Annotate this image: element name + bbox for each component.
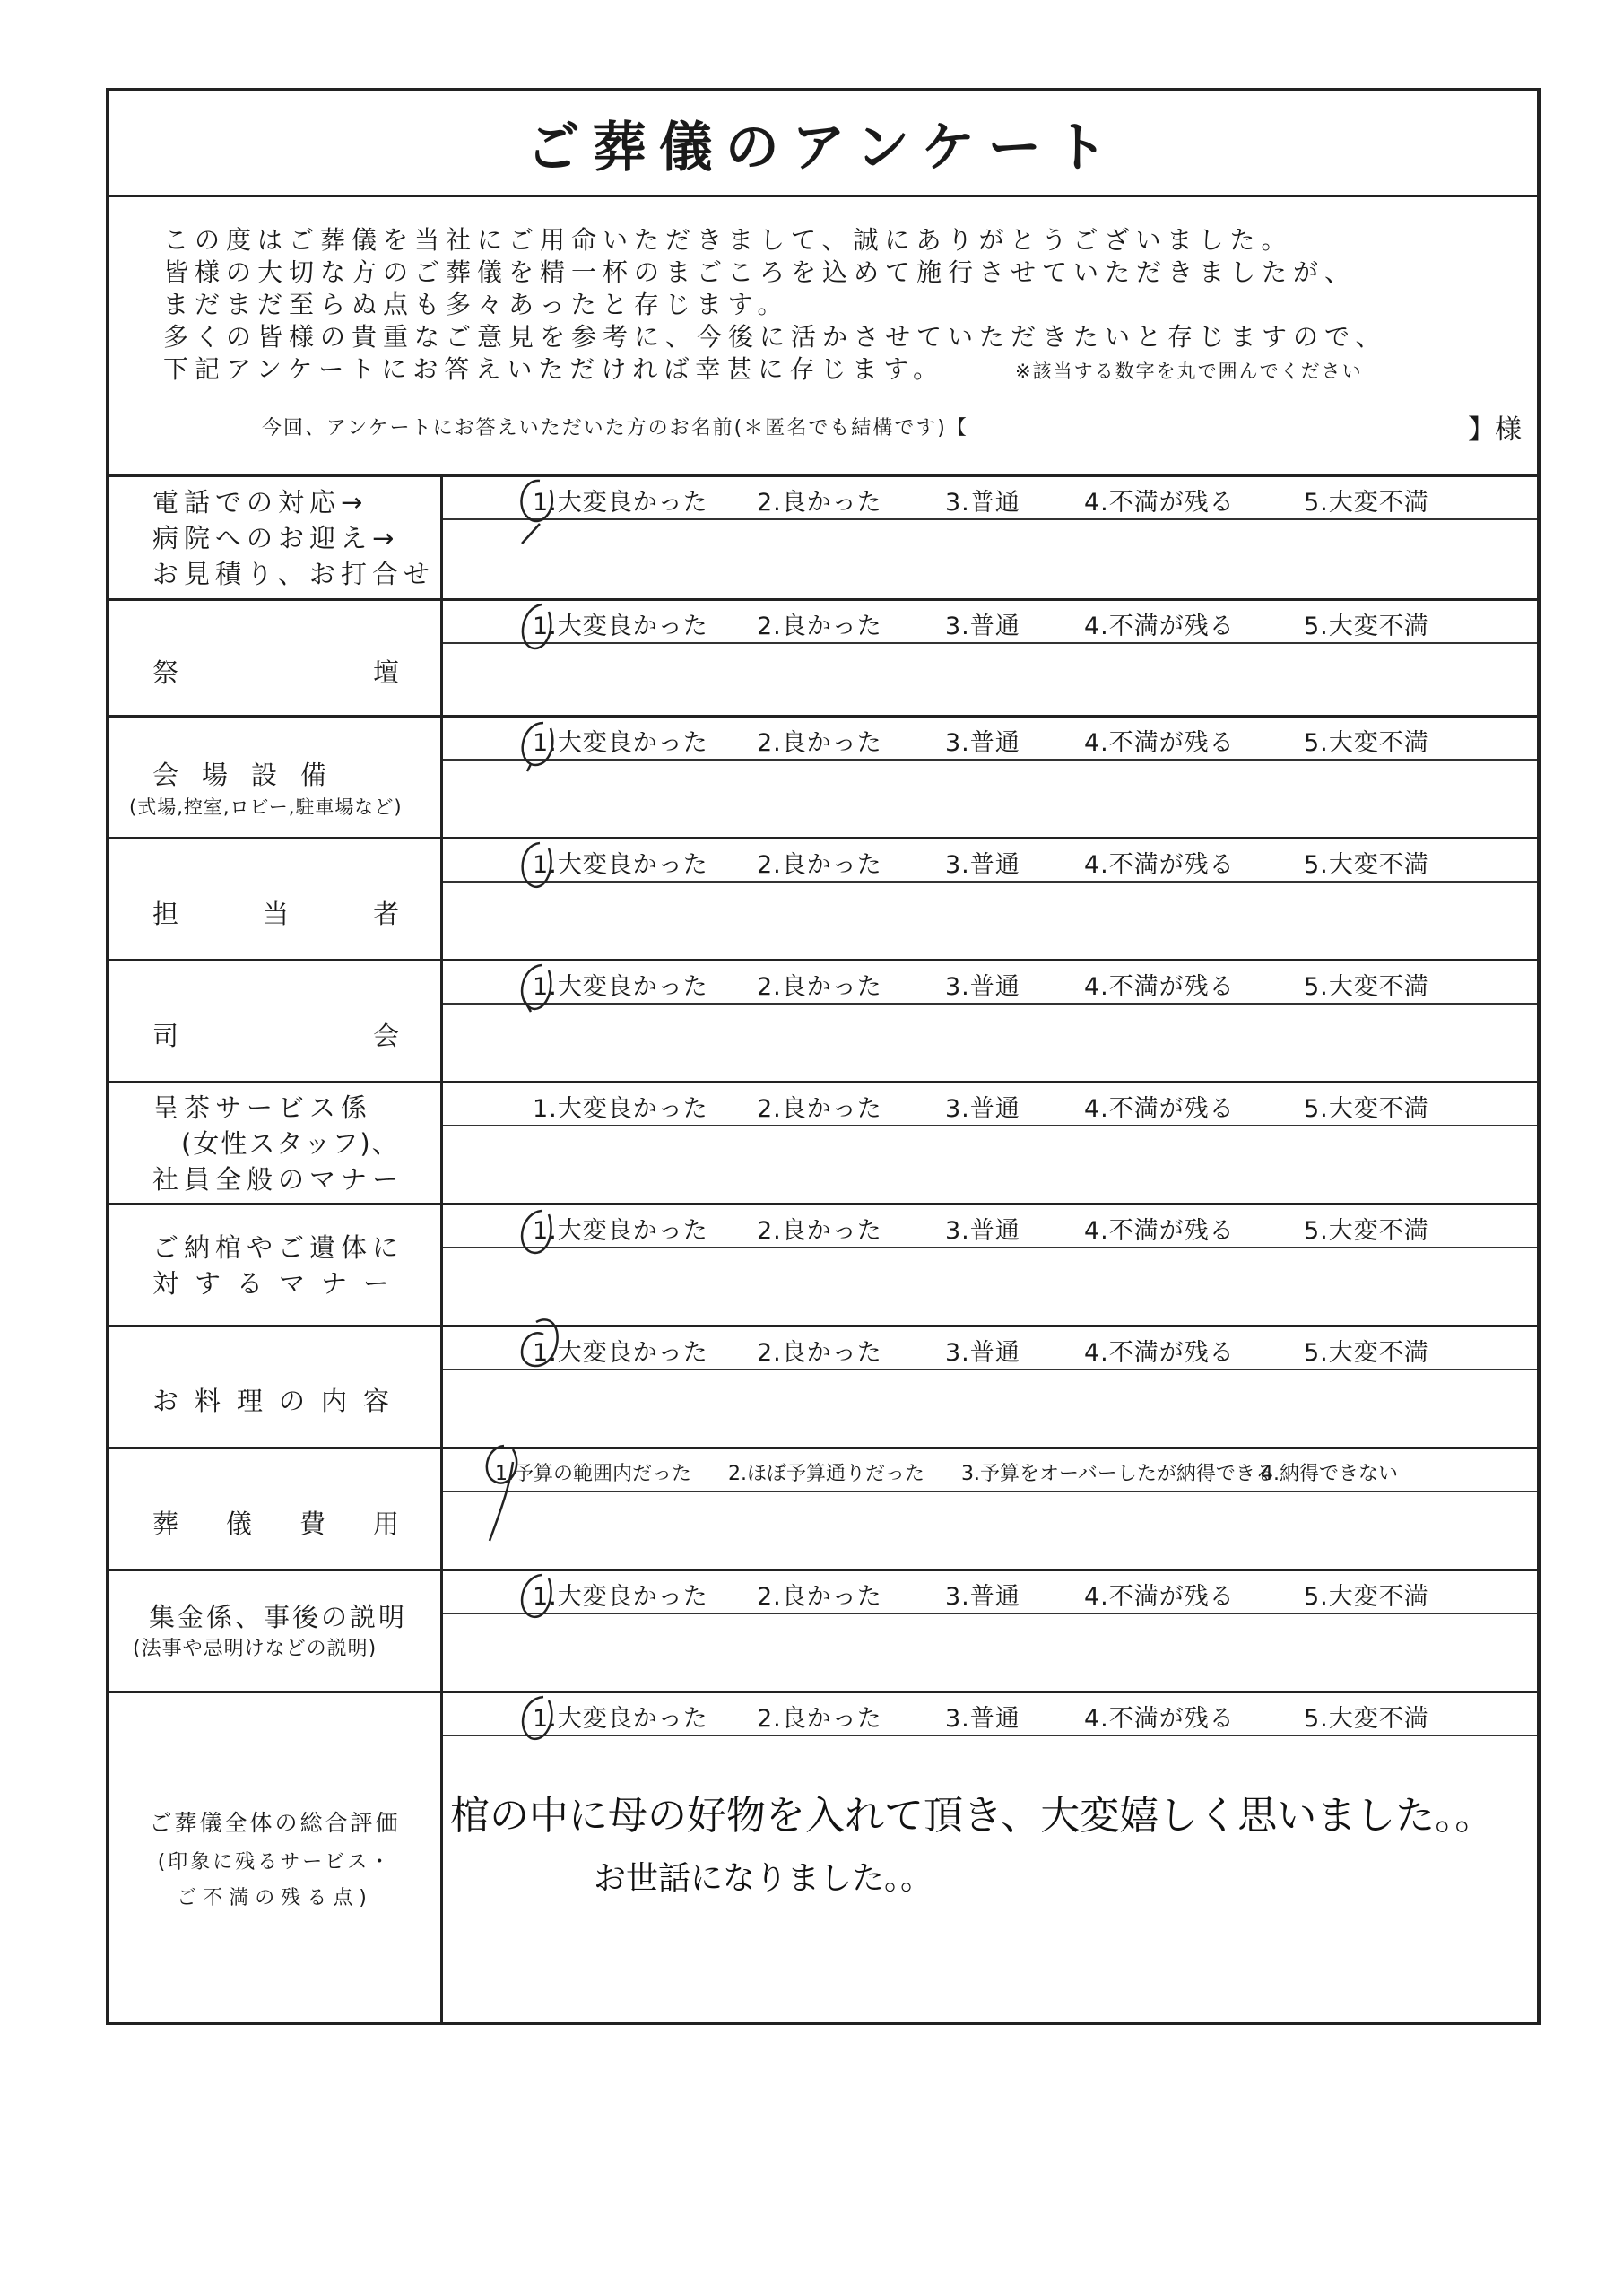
name-field-label: 今回、アンケートにお答えいただいた方のお名前(＊匿名でも結構です)【 [262,417,968,439]
rating-options [443,1693,1537,1736]
rating-option-3[interactable]: 3.普通 [945,973,1020,1001]
label-line: 呈茶サービス係 [152,1091,373,1123]
rating-option-2[interactable]: 2.良かった [757,729,882,757]
rating-option-4[interactable]: 4.不満が残る [1084,1217,1235,1245]
question-row-overall [109,1693,1537,2025]
name-field-suffix: 】様 [1468,414,1522,446]
rating-option-2[interactable]: 2.良かった [757,1583,882,1611]
rating-option-2[interactable]: 2.良かった [757,851,882,879]
question-label [109,601,443,715]
rating-options [443,961,1537,1004]
question-row-billing [109,1571,1537,1693]
cost-option-2[interactable]: 2.ほぼ予算通りだった [728,1463,924,1485]
rating-option-4[interactable]: 4.不満が残る [1084,1705,1235,1733]
intro-section [109,197,1537,477]
question-label [109,1693,443,2025]
question-label [109,1205,443,1325]
question-label [109,839,443,959]
rating-option-3[interactable]: 3.普通 [945,489,1020,517]
rating-options [443,718,1537,761]
rating-option-4[interactable]: 4.不満が残る [1084,613,1235,640]
rating-option-5[interactable]: 5.大変不満 [1304,1339,1429,1367]
intro-line: 皆様の大切な方のご葬儀を精一杯のまごころを込めて施行させていただきましたが、 [163,257,1357,287]
rating-option-5[interactable]: 5.大変不満 [1304,1705,1429,1733]
rating-option-4[interactable]: 4.不満が残る [1084,973,1235,1001]
question-label [109,477,443,598]
rating-option-1[interactable]: 1.大変良かった [533,973,708,1001]
rating-option-2[interactable]: 2.良かった [757,1217,882,1245]
cost-option-1[interactable]: 1.予算の範囲内だった [495,1463,691,1485]
rating-options [443,477,1537,520]
label-char: 者 [372,899,399,929]
question-row-mc [109,961,1537,1083]
rating-option-2[interactable]: 2.良かった [757,973,882,1001]
survey-form [106,88,1541,2025]
rating-option-1[interactable]: 1.大変良かった [533,1705,708,1733]
rating-option-1[interactable]: 1.大変良かった [533,1583,708,1611]
rating-option-5[interactable]: 5.大変不満 [1304,973,1429,1001]
rating-option-1[interactable]: 1.大変良かった [533,489,708,517]
label-char: 祭 [152,657,179,688]
rating-option-3[interactable]: 3.普通 [945,851,1020,879]
rating-option-4[interactable]: 4.不満が残る [1084,489,1235,517]
rating-option-4[interactable]: 4.不満が残る [1084,1339,1235,1367]
label-line: (式場,控室,ロビー,駐車場など) [129,796,403,818]
rating-options [443,1571,1537,1614]
title-box [109,91,1537,197]
label-char: 会 [372,1021,399,1051]
rating-option-4[interactable]: 4.不満が残る [1084,1583,1235,1611]
rating-option-1[interactable]: 1.大変良かった [533,729,708,757]
rating-option-3[interactable]: 3.普通 [945,729,1020,757]
rating-option-5[interactable]: 5.大変不満 [1304,1217,1429,1245]
circle-mark [504,836,576,908]
label-line: 会場設備 [152,759,351,790]
intro-line: まだまだ至らぬ点も多々あったと存じます。 [163,290,789,319]
label-line: ご納棺やご遺体に [152,1231,404,1263]
question-row-cost [109,1449,1537,1571]
rating-option-3[interactable]: 3.普通 [945,1095,1020,1123]
cost-option-3[interactable]: 3.予算をオーバーしたが納得できる [961,1463,1275,1485]
circle-mark [504,1309,576,1390]
circle-mark [468,1435,540,1552]
rating-options [443,1327,1537,1370]
comment-line: 棺の中に母の好物を入れて頂き、大変嬉しく思いました。。 [450,1793,1495,1839]
rating-option-3[interactable]: 3.普通 [945,1583,1020,1611]
rating-option-5[interactable]: 5.大変不満 [1304,1583,1429,1611]
rating-option-4[interactable]: 4.不満が残る [1084,851,1235,879]
rating-option-5[interactable]: 5.大変不満 [1304,489,1429,517]
label-line: ご葬儀全体の総合評価 [149,1810,401,1836]
rating-option-5[interactable]: 5.大変不満 [1304,1095,1429,1123]
rating-option-2[interactable]: 2.良かった [757,489,882,517]
circle-mark [504,714,576,786]
rating-option-4[interactable]: 4.不満が残る [1084,729,1235,757]
rating-option-4[interactable]: 4.不満が残る [1084,1095,1235,1123]
circle-mark [504,1566,576,1638]
circle-mark [504,1688,576,1760]
rating-option-1[interactable]: 1.大変良かった [533,851,708,879]
label-line: ご不満の残る点) [177,1887,373,1909]
rating-option-2[interactable]: 2.良かった [757,1705,882,1733]
rating-options [443,839,1537,883]
rating-option-3[interactable]: 3.普通 [945,1339,1020,1367]
rating-option-1[interactable]: 1.大変良かった [533,1217,708,1245]
rating-options [443,601,1537,644]
question-row-staff [109,839,1537,961]
instruction-note: ※該当する数字を丸で囲んでください [1015,361,1363,382]
question-label [109,1327,443,1447]
rating-option-1[interactable]: 1.大変良かった [533,613,708,640]
intro-line: 多くの皆様の貴重なご意見を参考に、今後に活かさせていただきたいと存じますので、 [163,322,1387,352]
page-title: ご葬儀のアンケート [525,116,1121,179]
label-line: 社員全般のマナー [152,1163,404,1195]
rating-option-3[interactable]: 3.普通 [945,613,1020,640]
question-label [109,1083,443,1203]
question-row-tea-service [109,1083,1537,1205]
circle-mark [504,472,576,552]
question-row-venue [109,718,1537,839]
circle-mark [504,597,576,669]
rating-option-3[interactable]: 3.普通 [945,1705,1020,1733]
rating-option-5[interactable]: 5.大変不満 [1304,729,1429,757]
label-char: 費 [299,1509,325,1539]
rating-option-5[interactable]: 5.大変不満 [1304,613,1429,640]
label-char: 儀 [225,1509,252,1539]
label-char: 葬 [152,1509,179,1539]
rating-option-1[interactable]: 1.大変良かった [533,1095,708,1123]
cost-options [443,1449,1537,1492]
question-label [109,1449,443,1569]
label-char: 用 [372,1509,399,1539]
question-row-phone [109,477,1537,601]
question-label [109,961,443,1081]
rating-option-2[interactable]: 2.良かった [757,613,882,640]
circle-mark [504,958,576,1030]
label-line: お料理の内容 [152,1385,406,1416]
label-line: 電話での対応→ [152,486,369,517]
label-char: 当 [262,899,289,929]
label-char: 担 [152,899,179,929]
rating-options [443,1083,1537,1126]
circle-mark [504,1202,576,1274]
comment-line: お世話になりました。。 [594,1860,933,1897]
label-line: お見積り、お打合せ [152,558,436,589]
rating-option-5[interactable]: 5.大変不満 [1304,851,1429,879]
question-label [109,718,443,837]
rating-option-3[interactable]: 3.普通 [945,1217,1020,1245]
cost-option-4[interactable]: 4.納得できない [1261,1463,1398,1485]
label-line: 病院へのお迎え→ [152,522,400,553]
label-line: 対するマナー [152,1267,406,1299]
intro-line: 下記アンケートにお答えいただければ幸甚に存じます。 [163,354,945,384]
rating-options [443,1205,1537,1248]
question-label [109,1571,443,1691]
question-row-food [109,1327,1537,1449]
question-row-encoffining [109,1205,1537,1327]
label-line: 集金係、事後の説明 [149,1601,408,1632]
rating-option-2[interactable]: 2.良かった [757,1339,882,1367]
label-line: (法事や忌明けなどの説明) [133,1637,378,1660]
label-line: (印象に残るサービス・ [157,1851,393,1874]
label-char: 司 [152,1021,179,1051]
rating-option-1[interactable]: 1.大変良かった [533,1339,708,1367]
intro-line: この度はご葬儀を当社にご用命いただきまして、誠にありがとうございました。 [163,225,1293,255]
rating-option-2[interactable]: 2.良かった [757,1095,882,1123]
label-line: (女性スタッフ)、 [181,1127,400,1159]
label-char: 壇 [372,657,399,688]
question-row-altar [109,601,1537,718]
